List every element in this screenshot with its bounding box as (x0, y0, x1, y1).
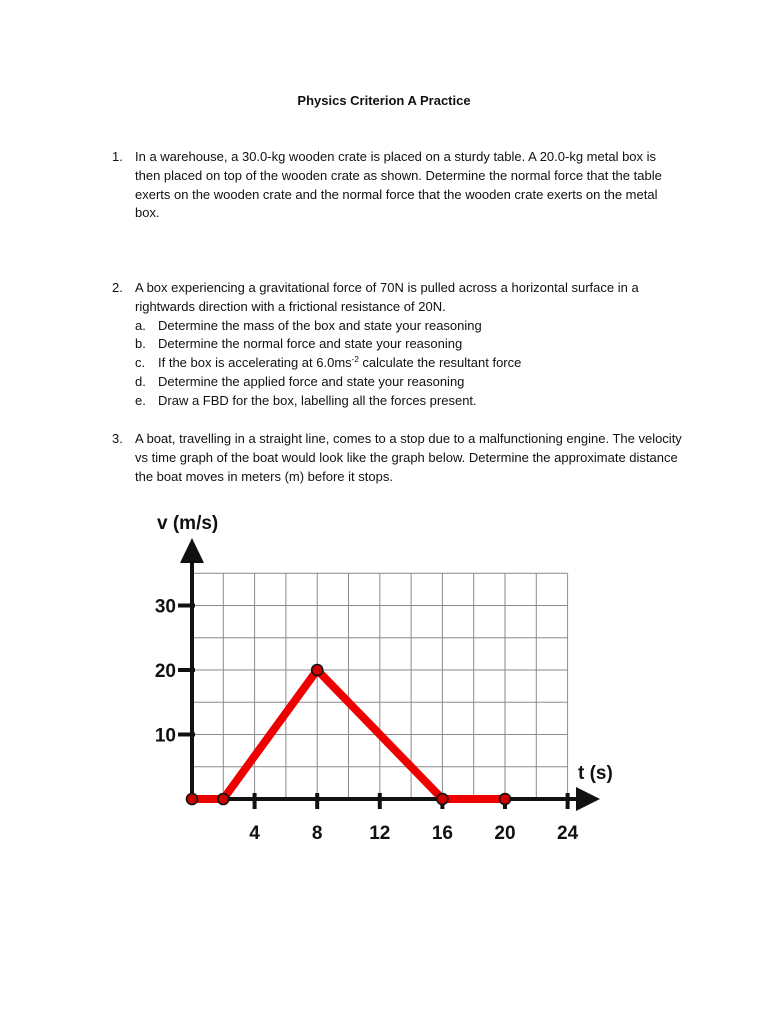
question-number: 3. (112, 431, 123, 446)
y-tick-label: 20 (154, 661, 176, 682)
question-number: 2. (112, 280, 123, 295)
sub-letter: c. (135, 355, 146, 371)
data-point (218, 794, 229, 805)
x-axis-label: t (s) (578, 763, 613, 784)
sub-text-pre: If the box is accelerating at 6.0ms (158, 355, 352, 371)
x-tick-label: 24 (557, 823, 579, 844)
sub-text: Draw a FBD for the box, labelling all the forces present. (158, 392, 477, 408)
page-title: Physics Criterion A Practice (297, 93, 471, 108)
sub-text: Determine the mass of the box and state your reasoning (158, 317, 482, 333)
x-tick-label: 8 (311, 823, 323, 844)
x-axis-arrowhead (576, 787, 600, 811)
data-point (312, 665, 323, 676)
x-tick-label: 16 (431, 823, 453, 844)
x-tick-label: 12 (369, 823, 391, 844)
sub-text-post: calculate the resultant force (358, 355, 522, 371)
sub-letter: b. (135, 336, 146, 352)
question-number: 1. (112, 149, 123, 164)
sub-letter: d. (135, 373, 146, 389)
data-point (500, 794, 511, 805)
question-text: In a warehouse, a 30.0-kg wooden crate is placed on a sturdy table. A 20.0-kg metal box is then placed on top of the wooden crate as shown. Determine the normal force that the table exerts on the wooden crate and the normal force that the wooden crate exerts on the metal box. (135, 149, 662, 221)
sub-letter: a. (135, 317, 146, 333)
question-text: A boat, travelling in a straight line, comes to a stop due to a malfunctioning engine. The velocity vs time graph of the boat would look like the graph below. Determine the approximate distance the boat moves in meters (m) before it stops. (135, 431, 682, 484)
sub-text-superscript: -2 (351, 355, 359, 365)
data-point (187, 794, 198, 805)
sub-text: Determine the normal force and state your reasoning (158, 336, 463, 352)
data-point (437, 794, 448, 805)
y-axis-arrowhead (180, 538, 204, 563)
question-text: A box experiencing a gravitational force of 70N is pulled across a horizontal surface in a rightwards direction with a frictional resistance of 20N. (135, 280, 639, 314)
y-axis-label: v (m/s) (157, 513, 219, 534)
y-tick-label: 30 (154, 596, 176, 618)
sub-text: Determine the applied force and state your reasoning (158, 373, 465, 389)
sub-letter: e. (135, 392, 146, 408)
x-tick-label: 20 (494, 823, 516, 844)
y-tick-label: 10 (154, 725, 176, 747)
x-tick-label: 4 (249, 823, 260, 844)
